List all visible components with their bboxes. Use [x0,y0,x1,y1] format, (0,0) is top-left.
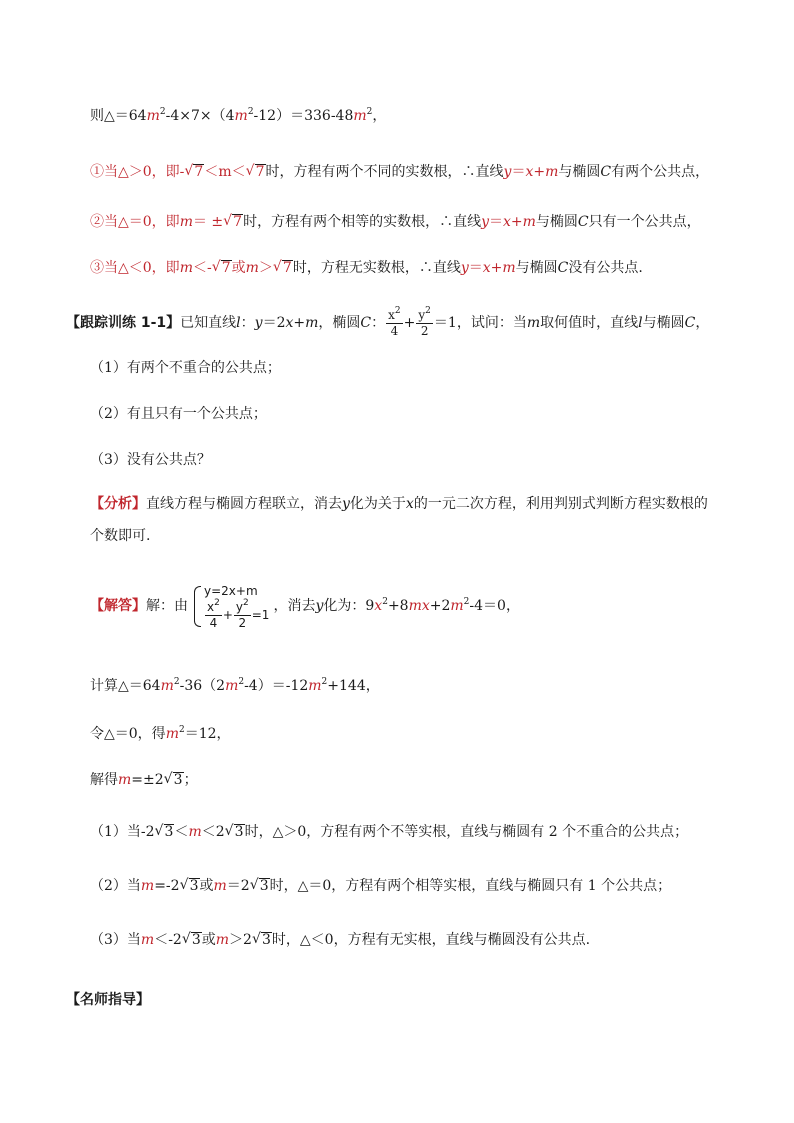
solution-case-1: （1）当-2√ 3＜m＜2√ 3时，△＞0，方程有两个不等实根，直线与椭圆有 2 个不重合的公共点； [90,822,688,842]
var-m: m [234,108,248,124]
var-m: m [146,108,160,124]
var-x: x [482,260,491,276]
var-y: y [254,315,263,331]
var-m: m [308,678,322,694]
fraction-y2-over-2: $\frac{y^2}{2}$ [418,305,431,338]
text: 有两个公共点， [611,164,710,180]
text: ， [372,108,387,124]
text: ③当△＜0，即 [90,260,180,276]
analysis-tag: 【分析】 [90,496,146,512]
var-C: C [577,214,589,230]
text: 与椭圆 [515,260,558,276]
var-m: m [502,260,516,276]
question-1: （1）有两个不重合的公共点； [90,360,281,376]
text: 时，方程有两个相等的实数根，∴直线 [243,214,482,230]
var-m: m [179,214,193,230]
var-m: m [522,214,536,230]
set-zero-line: 令△＝0，得$m^2=12$， [90,725,231,742]
training-problem-line: 【跟踪训练 1-1】已知直线l：y＝2x+m，椭圆C： $\frac{x^2}{4}$ + $\frac{y^2}{2}$ ＝1，试问：当m取何值时，直线l与椭圆C， [66,305,710,338]
result-line: 解得m=±2√ 3； [90,770,198,790]
var-m: m [245,260,259,276]
var-C: C [557,260,569,276]
var-m: m [179,260,193,276]
solution-case-2: （2）当m=-2√ 3或m＝2√ 3时，△＝0，方程有两个相等实根，直线与椭圆只有 1 个公共点； [90,876,671,896]
var-C: C [360,315,372,331]
var-m: m [545,164,559,180]
var-y: y [503,164,512,180]
var-m: m [526,315,541,331]
analysis-line-2: 个数即可. [90,528,151,544]
analysis-line-1: 【分析】直线方程与椭圆方程联立，消去y化为关于x的一元二次方程，利用判别式判断方程实数根的 [90,496,708,512]
sqrt-7: √ 7 [247,162,266,182]
var-y: y [342,496,350,512]
var-mx: mx [408,598,430,614]
var-x: x [503,214,511,230]
var-x: x [374,598,383,614]
question-2: （2）有且只有一个公共点； [90,406,267,422]
equation-system [192,582,269,631]
text: ①当△＞0，即- [90,164,185,180]
sqrt-3: √ 3 [253,930,272,950]
sqrt-3: √ 3 [251,876,270,896]
sqrt-7: √ 7 [185,162,204,182]
sqrt-3: √ 3 [183,930,202,950]
exponent: 2 [247,107,254,117]
var-x: x [525,164,534,180]
var-l: l [236,315,241,331]
var-m: m [188,824,202,840]
text: -4×7×（4 [165,108,235,124]
sqrt-3: √ 3 [181,876,200,896]
text: 没有公共点. [568,260,643,276]
solution-tag: 【解答】 [90,598,146,614]
var-m: m [305,315,319,331]
var-l: l [638,315,643,331]
solution-line: 【解答】解：由 y=2x+m $\frac{x^2}{4}$ + $\frac{y^2}{2}$ =1 ，消去y化为：$9x^2+8mx+2m^2-4=0$， [90,583,520,630]
text: 则△＝64 [90,108,147,124]
text: 与椭圆 [558,164,601,180]
var-C: C [684,315,696,331]
text: ＜m＜ [204,164,246,180]
training-tag: 【跟踪训练 1-1】 [66,315,181,331]
var-x: x [405,496,414,512]
var-y: y [315,598,324,614]
question-3: （3）没有公共点？ [90,452,211,468]
fraction-x2-over-4: $\frac{x^2}{4}$ [388,305,401,338]
case-negative-line: ③当△＜0，即m＜-√ 7或m＞√ 7时，方程无实数根，∴直线y＝x+m与椭圆C没有公共点. [90,258,643,278]
calc-line: 计算$\triangle=64m^2-36(2m^2-4)=-12m^2+144$， [90,677,380,694]
var-m: m [160,678,174,694]
text: 只有一个公共点， [588,214,701,230]
var-m: m [165,726,179,742]
text: 与椭圆 [535,214,578,230]
var-m: m [213,878,227,894]
sqrt-3: √ 3 [165,770,184,790]
var-x: x [285,315,294,331]
solution-case-3: （3）当m＜-2√ 3或m＞2√ 3时，△＜0，方程有无实根，直线与椭圆没有公共点. [90,930,590,950]
var-m: m [118,772,132,788]
system-row-2: $\frac{x^2}{4}$ + $\frac{y^2}{2}$ =1 [207,597,270,630]
var-m: m [225,678,239,694]
text: ②当△＝0，即 [90,214,180,230]
case-zero-line: ②当△＝0，即m＝ ±√ 7时，方程有两个相等的实数根，∴直线y＝x+m与椭圆C只有一个公共点， [90,212,701,232]
var-m: m [215,932,230,948]
var-m: m [353,108,367,124]
teacher-guidance-heading: 【名师指导】 [66,992,150,1008]
exponent: 2 [366,107,373,117]
delta-expression-line [90,106,386,126]
var-y: y [460,260,469,276]
system-row-1: y=2x+m [204,583,258,598]
exponent: 2 [159,107,166,117]
sqrt-7: √ 7 [274,258,293,278]
text: 时，方程有两个不同的实数根，∴直线 [265,164,504,180]
sqrt-3: √ 3 [156,822,175,842]
sqrt-7: √ 7 [213,258,232,278]
var-C: C [600,164,612,180]
sqrt-3: √ 3 [226,822,245,842]
var-m: m [140,878,155,894]
sqrt-7: √ 7 [224,212,243,232]
text: 时，方程无实数根，∴直线 [292,260,461,276]
text: -12）＝336-48 [253,108,354,124]
var-m: m [450,598,464,614]
var-y: y [481,214,489,230]
case-positive-line: ①当△＞0，即-√ 7＜m＜√ 7时，方程有两个不同的实数根，∴直线y＝x+m与椭圆C有两个公共点， [90,162,709,182]
var-m: m [140,932,155,948]
